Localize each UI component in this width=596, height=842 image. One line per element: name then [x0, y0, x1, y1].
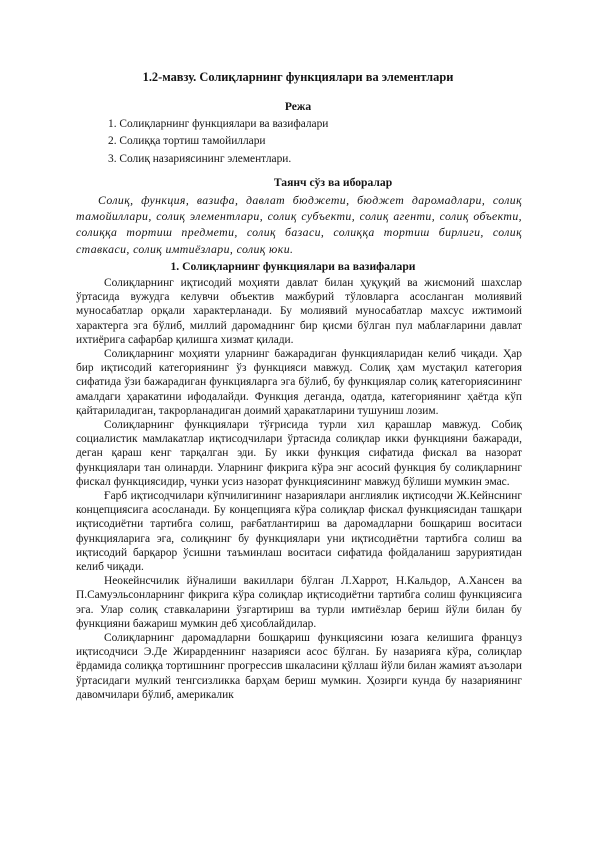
- body-text: [76, 276, 522, 702]
- paragraph: Солиқларнинг даромадларни бошқариш функциясини юзага келишига француз иқтисодчиси Э.Де Жирарденнинг назарияси асос бўлган. Бу назарияга кўра, солиқлар ёрдамида солиққа тортишнинг прогрессив шкаласини қўллаш йўли билан жамият аъзолари ўртасидаги мулкий тенгсизликка барҳам бериш мумкин. Ҳозирги кунда бу назариянинг давомчилари бўлиб, америкалик: [76, 632, 522, 701]
- paragraph: Солиқларнинг функциялари тўғрисида турли хил қарашлар мавжуд. Собиқ социалистик мамлакатлар иқтисодчилари ўртасида солиқлар икки функцияни бажаради, деган қараш кенг тарқалган эди. Бу икки функция сифатида фискал ва назорат функциялари тан олинарди. Уларнинг фикрига кўра энг асосий функция бу солиқларнинг фискал функциясидир, чунки усиз назорат функциясининг мавжуд бўлиши мумкин эмас.: [76, 419, 522, 488]
- plan-heading: Режа: [284, 100, 312, 113]
- topic-title: 1.2-мавзу. Солиқларнинг функциялари ва элементлари: [142, 70, 454, 84]
- plan-list: [108, 116, 328, 168]
- plan-item: 3. Солиқ назариясининг элементлари.: [108, 152, 292, 165]
- paragraph: Солиқларнинг моҳияти уларнинг бажарадиган функцияларидан келиб чиқади. Ҳар бир иқтисодий категориянинг ўз функцияси мавжуд. Солиқ ҳам мустақил категория сифатида ўзи бажарадиган функцияларга эга бўлиб, бу функциялар солиқ категориясининг амалдаги ҳаракатини ифодалайди. Функция деганда, одатда, категориянинг ҳаётда кўп қайтариладиган, такрорланадиган доимий ҳаракатларини тушуниш лозим.: [76, 348, 522, 417]
- section-heading: 1. Солиқларнинг функциялари ва вазифалари: [170, 260, 416, 273]
- keywords-heading: Таянч сўз ва иборалар: [273, 176, 393, 189]
- paragraph: Солиқларнинг иқтисодий моҳияти давлат билан ҳуқуқий ва жисмоний шахслар ўртасида вужудга келувчи объектив мажбурий тўловларга асосланган молиявий муносабатлар орқали характерланади. Бу молиявий муносабатлар махсус ижтимоий характерга эга бўлиб, миллий даромаднинг бир қисми бўлган пул маблағларини давлат ихтиёрига сафарбар қилишга хизмат қилади.: [76, 277, 522, 346]
- paragraph: Неокейнсчилик йўналиши вакиллари бўлган Л.Харрот, Н.Кальдор, А.Хансен ва П.Самуэльсонларнинг фикрига кўра солиқлар иқтисодиётни тартибга солиш функциясига эга. Улар солиқ ставкаларини ўзгартириш ва турли имтиёзлар бериш йўли билан бу функцияни бажариш мумкин деб ҳисоблайдилар.: [76, 575, 522, 630]
- plan-item: 1. Солиқларнинг функциялари ва вазифалари: [108, 118, 329, 130]
- keywords-paragraph: Солиқ, функция, вазифа, давлат бюджети, бюджет даромадлари, солиқ тамойиллари, солиқ элементлари, солиқ субъекти, солиқ агенти, солиқ объекти, солиққа тортиш предмети, солиқ базаси, солиққа тортиш бирлиги, солиқ ставкаси, солиқ имтиёзлари, солиқ юки.: [76, 193, 522, 256]
- paragraph: Ғарб иқтисодчилари кўпчилигининг назариялари англиялик иқтисодчи Ж.Кейнснинг концепциясига асосланади. Бу концепцияга кўра солиқлар фискал функциясидан ташқари иқтисодиётни тартибга солиш, рағбатлантириш ва даромадларни бошқариш воситаси функцияларига эга, солиқнинг бу функциялари уни иқтисодиётни тартибга солиш ва иқтисодий барқарор ўсишни таъминлаш воситаси сифатида фойдаланиш заруриятидан келиб чиқади.: [76, 490, 522, 574]
- plan-item: 2. Солиққа тортиш тамойиллари: [108, 135, 266, 148]
